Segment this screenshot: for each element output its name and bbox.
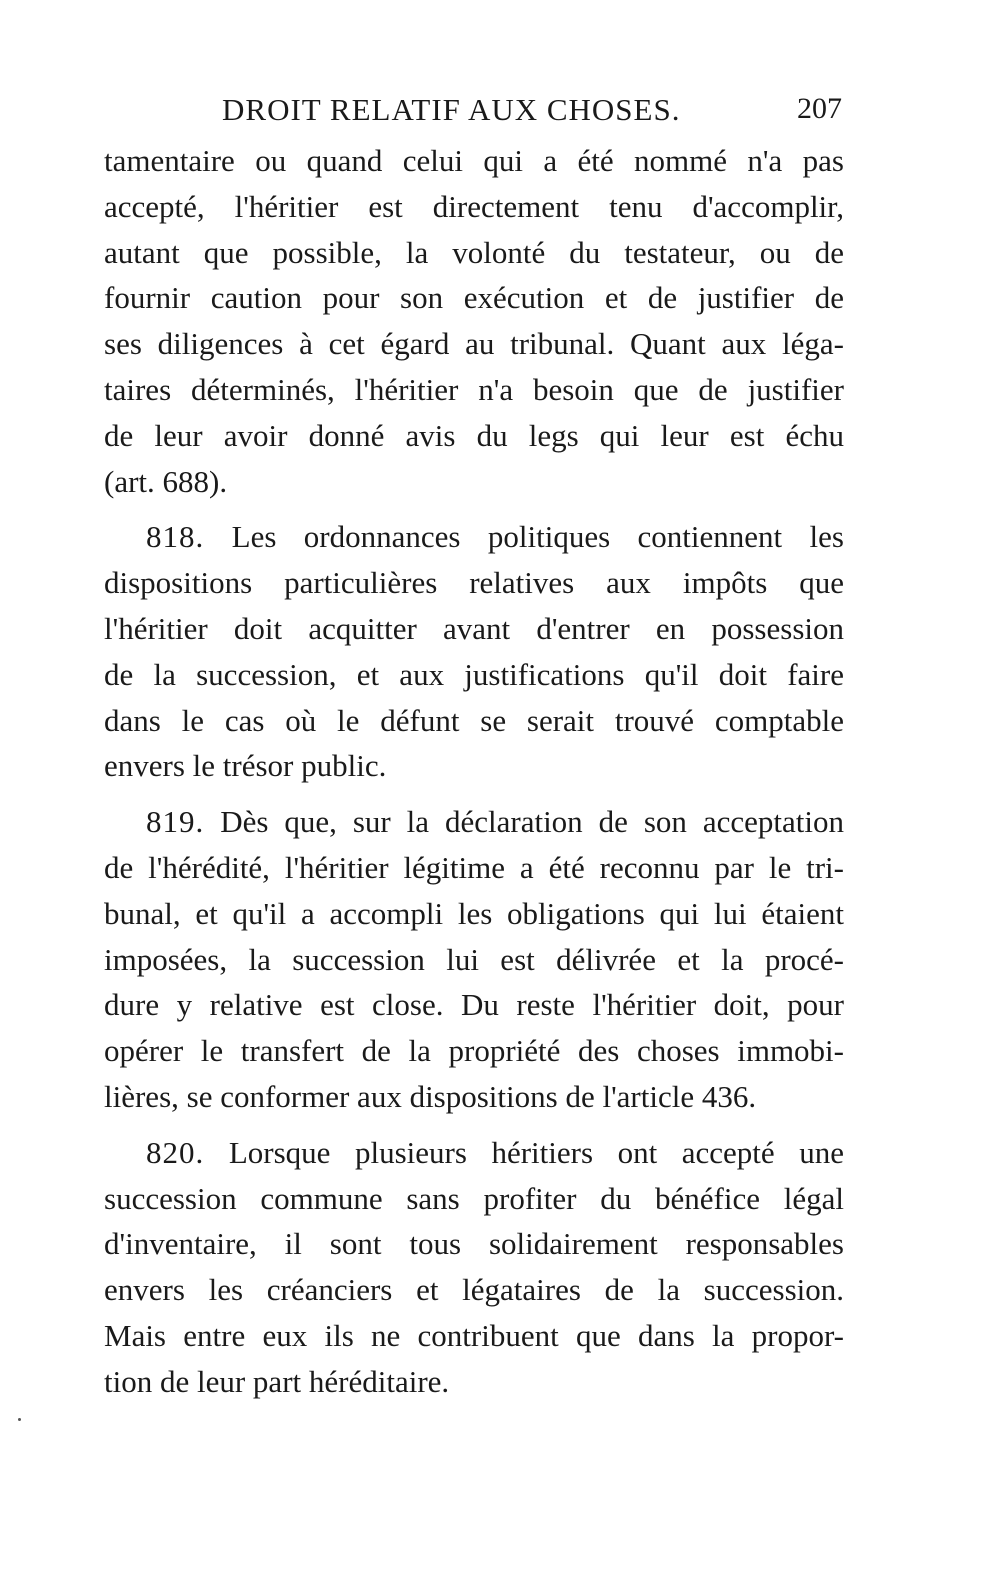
text-line: dans le cas où le défunt se serait trouvé comptable [104, 702, 844, 738]
paragraph-continued [104, 138, 844, 504]
text-line: Dès que, sur la déclaration de son acceptation [220, 804, 844, 840]
text-line: l'héritier doit acquitter avant d'entrer en possession [104, 610, 844, 646]
print-speck [18, 1418, 21, 1421]
text-line: Lorsque plusieurs héritiers ont accepté une [228, 1134, 844, 1170]
running-head [222, 92, 842, 132]
text-line: de leur avoir donné avis du legs qui leur est échu [104, 417, 844, 453]
running-title: DROIT RELATIF AUX CHOSES. [222, 92, 681, 127]
text-line-first [104, 799, 844, 845]
text-line: tamentaire ou quand celui qui a été nommé n'a pas [104, 143, 844, 178]
text-line: de l'hérédité, l'héritier légitime a été reconnu par le tri- [104, 849, 844, 885]
text-line: ses diligences à cet égard au tribunal. Quant aux léga- [104, 326, 844, 362]
text-line: lières, se conformer aux dispositions de l'article 436. [104, 1078, 757, 1114]
article-number: 820. [146, 1134, 205, 1170]
text-line: Les ordonnances politiques contiennent les [231, 519, 844, 555]
text-line: envers les créanciers et légataires de la succession. [104, 1272, 844, 1308]
text-line-first [104, 1130, 844, 1176]
article-819 [104, 799, 844, 1120]
text-line: bunal, et qu'il a accompli les obligations qui lui étaient [104, 895, 844, 931]
text-line: dure y relative est close. Du reste l'héritier doit, pour [104, 987, 844, 1023]
text-line: taires déterminés, l'héritier n'a besoin que de justifier [104, 371, 844, 407]
text-line-first [104, 514, 844, 560]
text-line: dispositions particulières relatives aux impôts que [104, 565, 844, 601]
article-818 [104, 514, 844, 789]
article-820 [104, 1130, 844, 1405]
text-line: accepté, l'héritier est directement tenu d'accomplir, [104, 188, 844, 224]
text-line: autant que possible, la volonté du testateur, ou de [104, 234, 844, 270]
text-line: imposées, la succession lui est délivrée et la procé- [104, 941, 844, 977]
text-line: de la succession, et aux justifications qu'il doit faire [104, 656, 844, 692]
text-line: envers le trésor public. [104, 748, 387, 784]
article-number: 819. [146, 804, 205, 840]
text-line: opérer le transfert de la propriété des choses immobi- [104, 1033, 844, 1069]
body-text [104, 138, 844, 1405]
text-line: Mais entre eux ils ne contribuent que dans la propor- [104, 1317, 844, 1353]
article-number: 818. [146, 519, 205, 555]
text-line: succession commune sans profiter du bénéfice légal [104, 1180, 844, 1216]
page-number: 207 [797, 92, 842, 125]
text-line: tion de leur part héréditaire. [104, 1363, 450, 1399]
text-line: (art. 688). [104, 463, 228, 499]
text-line: d'inventaire, il sont tous solidairement responsables [104, 1226, 844, 1262]
text-line: fournir caution pour son exécution et de justifier de [104, 280, 844, 316]
